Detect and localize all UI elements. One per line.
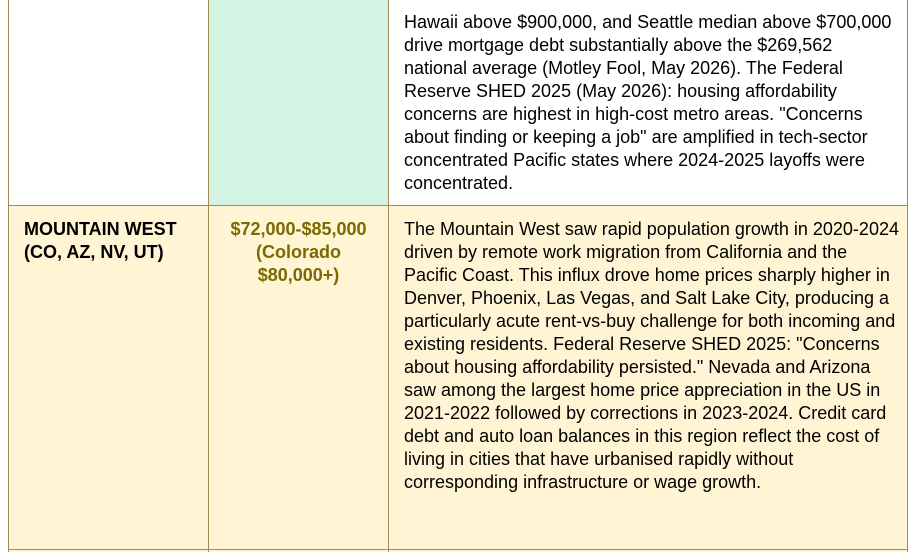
region-cell [8,206,208,552]
table-row [8,0,908,206]
region-cell [8,0,208,205]
region-table [8,0,908,552]
table-row [8,206,908,552]
notes-cell [388,206,908,552]
median-income [209,0,388,12]
region-notes: The Mountain West saw rapid population growth in 2020-2024 driven by remote work migration from California and the Pacific Coast. This influx drove home prices sharply higher in Denver, Phoenix, Las Vegas, and Salt Lake City, producing a particularly acute rent-vs-buy challenge for both incoming and existing residents. Federal Reserve SHED 2025: "Concerns about housing affordability persisted." Nevada and Arizona saw among the largest home price appreciation in the US in 2021-2022 followed by corrections in 2023-2024. Credit card debt and auto loan balances in this region reflect the cost of living in cities that have urbanised rapidly without corresponding infrastructure or wage growth. [404,219,899,492]
region-name: MOUNTAIN WEST (CO, AZ, NV, UT) [24,219,177,262]
region-name [9,0,208,12]
income-cell [208,206,388,552]
median-income: $72,000-$85,000 (Colorado $80,000+) [230,219,367,285]
region-notes: Hawaii above $900,000, and Seattle median above $700,000 drive mortgage debt substantially above the $269,562 national average (Motley Fool, May 2026). The Federal Reserve SHED 2025 (May 2026): housing affordability concerns are highest in high-cost metro areas. "Concerns about finding or keeping a job" are amplified in tech-sector concentrated Pacific states where 2024-2025 layoffs were concentrated. [404,12,892,193]
notes-cell [388,0,908,205]
income-cell [208,0,388,205]
